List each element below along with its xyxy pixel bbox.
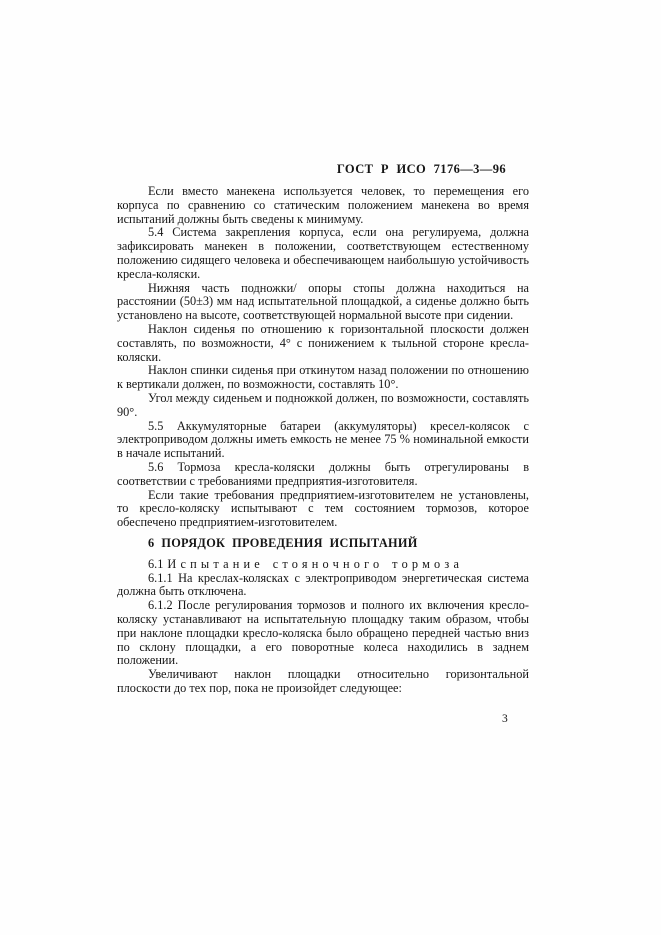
- body-paragraph: Угол между сиденьем и подножкой должен, по возможности, составлять 90°.: [117, 390, 529, 419]
- subsection-number: 6.1: [148, 556, 164, 571]
- running-header-standard-number: ГОСТ Р ИСО 7176—3—96: [336, 162, 506, 176]
- document-body: [117, 185, 529, 696]
- page-number: 3: [502, 713, 508, 725]
- section-6-heading: 6 ПОРЯДОК ПРОВЕДЕНИЯ ИСПЫТАНИЙ: [148, 535, 418, 550]
- body-paragraph: Нижняя часть подножки/ опоры стопы должна находиться на расстоянии (50±3) мм над испытательной площадкой, а сиденье должно быть установлено на высоте, соответствующей нормальной высоте при сидении.: [117, 280, 529, 323]
- body-paragraph-6-1-1: 6.1.1 На креслах-колясках с электроприводом энергетическая система должна быть отключена.: [117, 570, 529, 599]
- body-paragraph-6-1-2: 6.1.2 После регулирования тормозов и полного их включения кресло-коляску устанавливают на испытательную площадку таким образом, чтобы при наклоне площадки кресло-коляска было обращено передней частью вниз по склону площадки, а его поворотные колеса находились в заднем положении.: [117, 598, 529, 668]
- body-paragraph: Если вместо манекена используется человек, то перемещения его корпуса по сравнению со статическим положением манекена во время испытаний должны быть сведены к минимуму.: [117, 184, 529, 226]
- body-paragraph: Увеличивают наклон площадки относительно горизонтальной плоскости до тех пор, пока не произойдет следующее:: [117, 667, 529, 695]
- body-paragraph-5-6: 5.6 Тормоза кресла-коляски должны быть отрегулированы в соответствии с требованиями предприятия-изготовителя.: [117, 459, 529, 488]
- body-paragraph: Наклон сиденья по отношению к горизонтальной плоскости должен составлять, по возможности, 4° с понижением к тыльной стороне кресла-коляски.: [117, 321, 529, 364]
- subsection-title: Испытание стояночного тормоза: [167, 556, 464, 571]
- subsection-6-1-heading: [117, 558, 529, 572]
- body-paragraph-5-4: 5.4 Система закрепления корпуса, если она регулируема, должна зафиксировать манекен в положении, соответствующем естественному положению сидящего человека и обеспечивающем наибольшую устойчивость кресла-коляски.: [117, 225, 529, 281]
- body-paragraph-5-5: 5.5 Аккумуляторные батареи (аккумуляторы) кресел-колясок с электроприводом должны иметь емкость не менее 75 % номинальной емкости в начале испытаний.: [117, 418, 529, 461]
- body-paragraph: Если такие требования предприятием-изготовителем не установлены, то кресло-коляску испытывают с тем состоянием тормозов, которое обеспечено предприятием-изготовителем.: [117, 487, 529, 530]
- body-paragraph: Наклон спинки сиденья при откинутом назад положении по отношению к вертикали должен, по возможности, составлять 10°.: [117, 363, 529, 392]
